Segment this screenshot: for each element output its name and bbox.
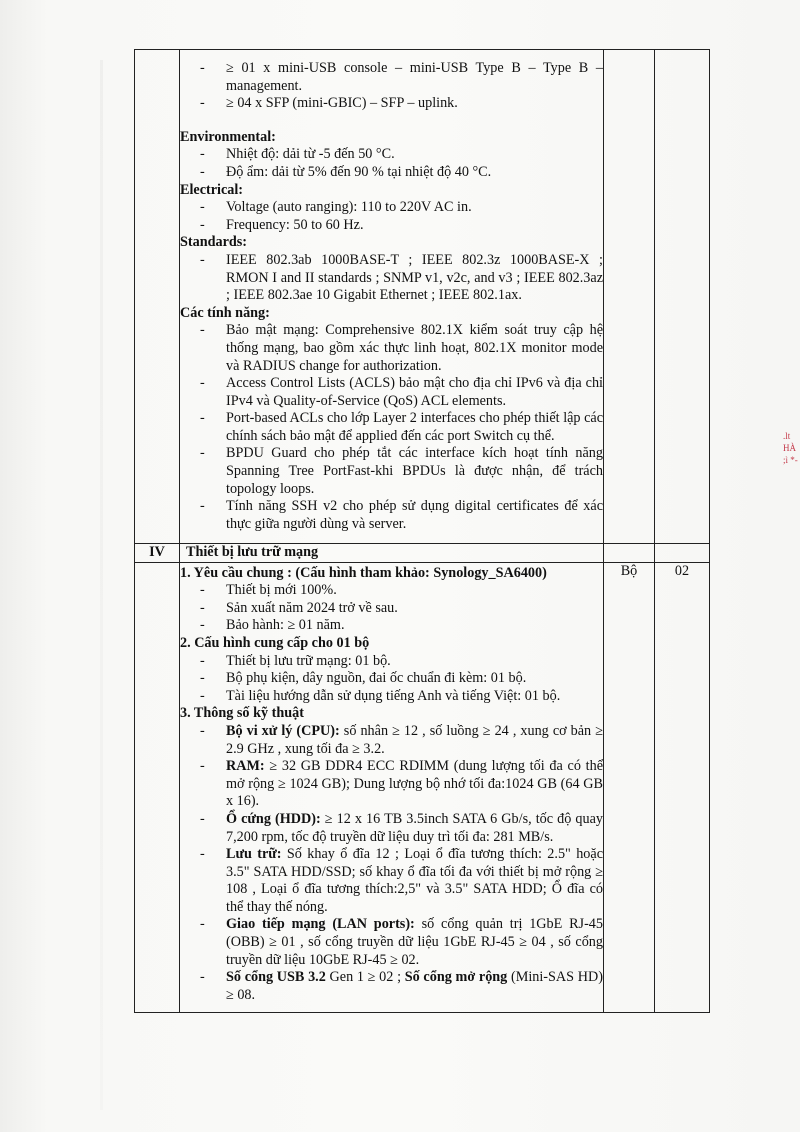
list-item: - BPDU Guard cho phép tắt các interface kích hoạt tính năng Spanning Tree PortFast-khi BPDUs là được nhận, để trách topology loops.	[200, 445, 603, 498]
spec-item	[200, 969, 603, 1004]
specs-heading: 3. Thông số kỹ thuật	[180, 705, 304, 722]
spec-item	[200, 846, 603, 916]
top-bullet-list	[180, 60, 603, 113]
spec-value: Gen 1 ≥ 02 ;	[325, 969, 405, 986]
list-item: - IEEE 802.3ab 1000BASE-T ; IEEE 802.3z 1000BASE-X ; RMON I and II standards ; SNMP v1, v2c, and v3 ; IEEE 802.3az ; IEEE 802.3ae 10 Gigabit Ethernet ; IEEE 802.1ax.	[200, 252, 603, 305]
general-heading: 1. Yêu cầu chung : (Cấu hình tham khảo: Synology_SA6400)	[180, 564, 547, 581]
config-list	[180, 653, 603, 706]
list-item: - Frequency: 50 to 60 Hz.	[200, 217, 603, 235]
table-row-continued	[135, 50, 710, 544]
features-heading: Các tính năng:	[180, 304, 270, 321]
list-item: - Tính năng SSH v2 cho phép sử dụng digital certificates để xác thực giữa người dùng và server.	[200, 498, 603, 533]
list-item: - Access Control Lists (ACLS) bảo mật cho địa chỉ IPv6 và địa chỉ IPv4 và Quality-of-Service (QoS) ACL elements.	[200, 375, 603, 410]
content-cell	[180, 50, 604, 544]
spec-key: RAM:	[226, 758, 265, 775]
specs-list	[180, 723, 603, 1005]
spec-value: ≥ 32 GB DDR4 ECC RDIMM (dung lượng tối đa có thể mở rộng ≥ 1024 GB); Dung lượng bộ nhớ tối đa:1024 GB (64 GB x 16).	[226, 758, 603, 810]
spec-key: Số cổng USB 3.2	[226, 969, 326, 986]
list-item: - Độ ẩm: dải từ 5% đến 90 % tại nhiệt độ 40 °C.	[200, 164, 603, 182]
list-item: - Bộ phụ kiện, dây nguồn, đai ốc chuẩn đi kèm: 01 bộ.	[200, 670, 603, 688]
section-number: IV	[135, 544, 180, 563]
storage-row	[135, 562, 710, 1012]
list-item: - Port-based ACLs cho lớp Layer 2 interfaces cho phép thiết lập các chính sách bảo mật để applied đến các port Switch cụ thể.	[200, 410, 603, 445]
list-item: - Voltage (auto ranging): 110 to 220V AC in.	[200, 199, 603, 217]
list-item: - Nhiệt độ: dải từ -5 đến 50 °C.	[200, 146, 603, 164]
spec-key: Giao tiếp mạng (LAN ports):	[226, 916, 415, 933]
list-item: - Thiết bị lưu trữ mạng: 01 bộ.	[200, 653, 603, 671]
list-item: - Sản xuất năm 2024 trở về sau.	[200, 600, 603, 618]
list-item: - Tài liệu hướng dẫn sử dụng tiếng Anh và tiếng Việt: 01 bộ.	[200, 688, 603, 706]
unit-cell	[604, 50, 655, 544]
list-item: - ≥ 04 x SFP (mini-GBIC) – SFP – uplink.	[200, 95, 603, 113]
list-item: - Bảo hành: ≥ 01 năm.	[200, 617, 603, 635]
spec-value: ≥ 12 x 16 TB 3.5inch SATA 6 Gb/s, tốc độ quay 7,200 rpm, tốc độ truyền dữ liệu duy trì tối đa: 281 MB/s.	[226, 810, 603, 845]
margin-stamp-fragment: .lt HÀ ;ì *-	[783, 431, 798, 465]
qty-cell	[655, 544, 710, 563]
spec-item	[200, 723, 603, 758]
spec-key: Bộ vi xử lý (CPU):	[226, 722, 340, 739]
environmental-list	[180, 146, 603, 181]
spec-value: số nhân ≥ 12 , số luồng ≥ 24 , xung cơ bản ≥ 2.9 GHz , xung tối đa ≥ 3.2.	[226, 722, 603, 757]
list-item: - Bảo mật mạng: Comprehensive 802.1X kiểm soát truy cập hệ thống mạng, bao gồm xác thực linh hoạt, 802.1X monitor mode và RADIUS change for authorization.	[200, 322, 603, 375]
storage-content-cell	[180, 562, 604, 1012]
list-item: - ≥ 01 x mini-USB console – mini-USB Type B – Type B – management.	[200, 60, 603, 95]
spec-value: số cổng quản trị 1GbE RJ-45 (OBB) ≥ 01 , số cổng truyền dữ liệu 1GbE RJ-45 ≥ 04 , số cổng truyền dữ liệu 10GbE RJ-45 ≥ 02.	[226, 916, 603, 968]
spec-item	[200, 758, 603, 811]
electrical-heading: Electrical:	[180, 181, 244, 198]
spec-item	[200, 811, 603, 846]
list-item: - Thiết bị mới 100%.	[200, 582, 603, 600]
spec-item	[200, 916, 603, 969]
spec-key: Lưu trữ:	[226, 846, 282, 863]
unit-cell: Bộ	[604, 562, 655, 1012]
unit-cell	[604, 544, 655, 563]
stt-cell	[135, 562, 180, 1012]
section-title-text: Thiết bị lưu trữ mạng	[186, 544, 319, 560]
spec-key: Ổ cứng (HDD):	[226, 810, 321, 827]
qty-cell: 02	[655, 562, 710, 1012]
scan-shadow	[100, 60, 103, 1110]
standards-list	[180, 252, 603, 305]
standards-heading: Standards:	[180, 234, 248, 251]
electrical-list	[180, 199, 603, 234]
qty-cell	[655, 50, 710, 544]
section-title	[180, 544, 604, 563]
stt-cell	[135, 50, 180, 544]
features-list	[180, 322, 603, 533]
environmental-heading: Environmental:	[180, 128, 276, 145]
spec-key: Số cổng mở rộng	[404, 969, 508, 986]
spec-table	[134, 49, 710, 1013]
spec-value: (Mini-SAS HD) ≥ 08.	[226, 969, 603, 1003]
spacer	[180, 113, 603, 129]
spec-value: Số khay ổ đĩa 12 ; Loại ổ đĩa tương thích: 2.5" hoặc 3.5" SATA HDD/SSD; số khay ổ đĩa tối đa với thiết bị mở rộng ≥ 108 , Loại ổ đĩa tương thích:2,5" và 3.5" SATA HDD; Ổ đĩa có thể thay thế nóng.	[226, 846, 603, 915]
config-heading: 2. Cấu hình cung cấp cho 01 bộ	[180, 634, 370, 651]
section-iv-header-row	[135, 544, 710, 563]
general-list	[180, 582, 603, 635]
